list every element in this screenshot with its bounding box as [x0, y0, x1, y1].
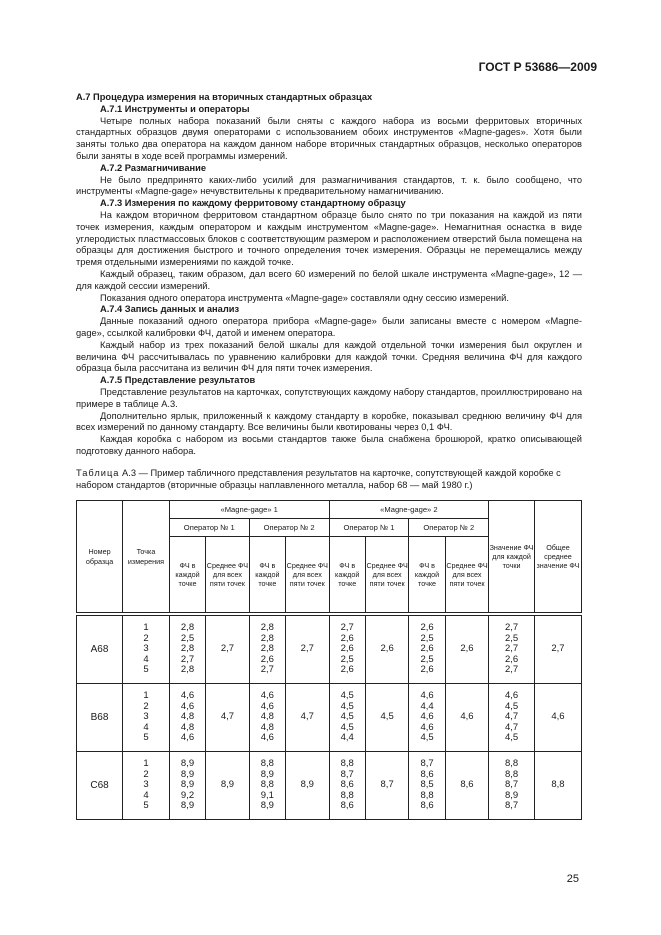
gage1-op2-values: 4,6 4,6 4,8 4,8 4,6 [249, 684, 285, 752]
gage1-op1-mean: 2,7 [206, 616, 250, 684]
header-fn-mean: Среднее ФЧ для всех пяти точек [286, 537, 330, 613]
sample-name: А68 [77, 616, 123, 684]
header-value-each-point: Значение ФЧ для каждой точки [489, 501, 535, 613]
gage1-op1-values: 8,9 8,9 8,9 9,2 8,9 [169, 752, 205, 820]
paragraph: Каждый набор из трех показаний белой шкалы для каждой отдельной точки измерения был округлен и величина ФЧ рассчитывалась по уравнению калибровки для каждой точки. Средняя величина ФЧ для каждого образца была рассчитана из величин ФЧ для пяти точек измерения. [76, 339, 582, 374]
gage1-op2-mean: 8,9 [286, 752, 330, 820]
header-sample-number: Номер образца [77, 501, 123, 613]
header-overall-mean: Общее среднее значение ФЧ [534, 501, 581, 613]
sample-name: С68 [77, 752, 123, 820]
gage1-op2-mean: 4,7 [286, 684, 330, 752]
paragraph: На каждом вторичном ферритовом стандартном образце было снято по три показания на каждой из пяти точек измерения, каждым оператором и каждым инструментом «Magne-gage». Немагнитная оснастка в виде углеродистых пластмассовых блоков с соответствующим размером и расположением отверстий была помещена на образцы для достижения быстрого и точного определения точек измерения. Образцы не перемещались между тремя отдельными измерениями по каждой точке. [76, 209, 582, 268]
header-measurement-point: Точка измерения [123, 501, 170, 613]
value-each-point: 8,8 8,8 8,7 8,9 8,7 [489, 752, 535, 820]
paragraph: Четыре полных набора показаний были сняты с каждого набора из восьми ферритовых вторичных стандартных образцов двумя операторами с использованием обоих инструментов «Magne-gages». Хотя были заняты только два оператора на каждом данном наборе вторичных стандартных образцов, несколько операторов были заняты в ходе всей программы измерений. [76, 115, 582, 161]
subsection-title: А.7.3 Измерения по каждому ферритовому стандартному образцу [100, 198, 406, 209]
gage2-op2-mean: 8,6 [445, 752, 489, 820]
header-magne-gage-1: «Magne-gage» 1 [169, 501, 329, 519]
results-table [76, 500, 582, 820]
document-body [76, 92, 582, 491]
header-fn-mean: Среднее ФЧ для всех пяти точек [445, 537, 489, 613]
standard-number: ГОСТ Р 53686—2009 [478, 60, 597, 74]
gage2-op2-values: 8,7 8,6 8,5 8,8 8,6 [409, 752, 445, 820]
table-row [77, 752, 582, 820]
subsection-title: А.7.2 Размагничивание [100, 162, 207, 173]
point-numbers: 1 2 3 4 5 [123, 684, 170, 752]
header-operator-1: Оператор № 1 [329, 519, 409, 537]
paragraph: Показания одного оператора инструмента «Magne-gage» составляли одну сессию измерений. [100, 292, 509, 303]
paragraph: Каждая коробка с набором из восьми стандартов также была снабжена брошюрой, кратко описывающей подготовку данного набора. [76, 434, 582, 456]
gage2-op2-values: 2,6 2,5 2,6 2,5 2,6 [409, 616, 445, 684]
header-fn-each-point: ФЧ в каждой точке [249, 537, 285, 613]
subsection-title: А.7.1 Инструменты и операторы [100, 103, 250, 114]
gage2-op2-mean: 2,6 [445, 616, 489, 684]
gage1-op2-mean: 2,7 [286, 616, 330, 684]
paragraph: Данные показаний одного оператора прибора «Magne-gage» были записаны вместе с номером «Magne-gage», ссылкой калибровки ФЧ, датой и именем оператора. [76, 316, 582, 338]
gage1-op1-mean: 4,7 [206, 684, 250, 752]
point-numbers: 1 2 3 4 5 [123, 616, 170, 684]
subsection-title: А.7.5 Представление результатов [100, 375, 256, 386]
header-operator-1: Оператор № 1 [169, 519, 249, 537]
table-row [77, 684, 582, 752]
gage2-op1-mean: 4,5 [365, 684, 409, 752]
gage1-op1-mean: 8,9 [206, 752, 250, 820]
gage2-op1-mean: 2,6 [365, 616, 409, 684]
header-fn-each-point: ФЧ в каждой точке [169, 537, 205, 613]
gage2-op1-values: 8,8 8,7 8,6 8,8 8,6 [329, 752, 365, 820]
section-title: А.7 Процедура измерения на вторичных стандартных образцах [76, 92, 373, 102]
point-numbers: 1 2 3 4 5 [123, 752, 170, 820]
gage1-op2-values: 8,8 8,9 8,8 9,1 8,9 [249, 752, 285, 820]
gage1-op1-values: 2,8 2,5 2,8 2,7 2,8 [169, 616, 205, 684]
sample-name: В68 [77, 684, 123, 752]
paragraph: Дополнительно ярлык, приложенный к каждому стандарту в коробке, показывал среднюю величину ФЧ для всех измерений по данному стандарту. Все величины были квотированы через 0,1 ФЧ. [76, 410, 582, 433]
header-fn-mean: Среднее ФЧ для всех пяти точек [365, 537, 409, 613]
gage2-op1-mean: 8,7 [365, 752, 409, 820]
paragraph: Представление результатов на карточках, сопутствующих каждому набору стандартов, проиллюстрировано на примере в таблице А.3. [76, 386, 582, 409]
header-operator-2: Оператор № 2 [409, 519, 489, 537]
gage2-op1-values: 2,7 2,6 2,6 2,5 2,6 [329, 616, 365, 684]
table-caption [76, 468, 582, 492]
header-fn-mean: Среднее ФЧ для всех пяти точек [206, 537, 250, 613]
page-number: 25 [566, 873, 579, 885]
overall-mean: 2,7 [534, 616, 581, 684]
table-caption-text: А.3 — Пример табличного представления результатов на карточке, сопутствующей каждой коробке с набором стандартов (вторичные образцы наплавленного металла, набор 68 — май 1980 г.) [76, 467, 561, 490]
value-each-point: 2,7 2,5 2,7 2,6 2,7 [489, 616, 535, 684]
gage1-op1-values: 4,6 4,6 4,8 4,8 4,6 [169, 684, 205, 752]
header-magne-gage-2: «Magne-gage» 2 [329, 501, 489, 519]
gage2-op1-values: 4,5 4,5 4,5 4,5 4,4 [329, 684, 365, 752]
overall-mean: 4,6 [534, 684, 581, 752]
header-operator-2: Оператор № 2 [249, 519, 329, 537]
overall-mean: 8,8 [534, 752, 581, 820]
paragraph: Не было предпринято каких-либо усилий для размагничивания стандартов, т. к. было сообщено, что инструменты «Magne-gage» нечувствительны к предварительному намагничиванию. [76, 174, 582, 197]
paragraph: Каждый образец, таким образом, дал всего 60 измерений по белой шкале инструмента «Magne-gage», 12 — для каждой сессии измерений. [76, 268, 582, 291]
table-caption-label: Таблица [76, 467, 120, 478]
table-row [77, 616, 582, 684]
gage1-op2-values: 2,8 2,8 2,8 2,6 2,7 [249, 616, 285, 684]
header-fn-each-point: ФЧ в каждой точке [329, 537, 365, 613]
gage2-op2-mean: 4,6 [445, 684, 489, 752]
gage2-op2-values: 4,6 4,4 4,6 4,6 4,5 [409, 684, 445, 752]
value-each-point: 4,6 4,5 4,7 4,7 4,5 [489, 684, 535, 752]
header-fn-each-point: ФЧ в каждой точке [409, 537, 445, 613]
subsection-title: А.7.4 Запись данных и анализ [100, 304, 240, 315]
